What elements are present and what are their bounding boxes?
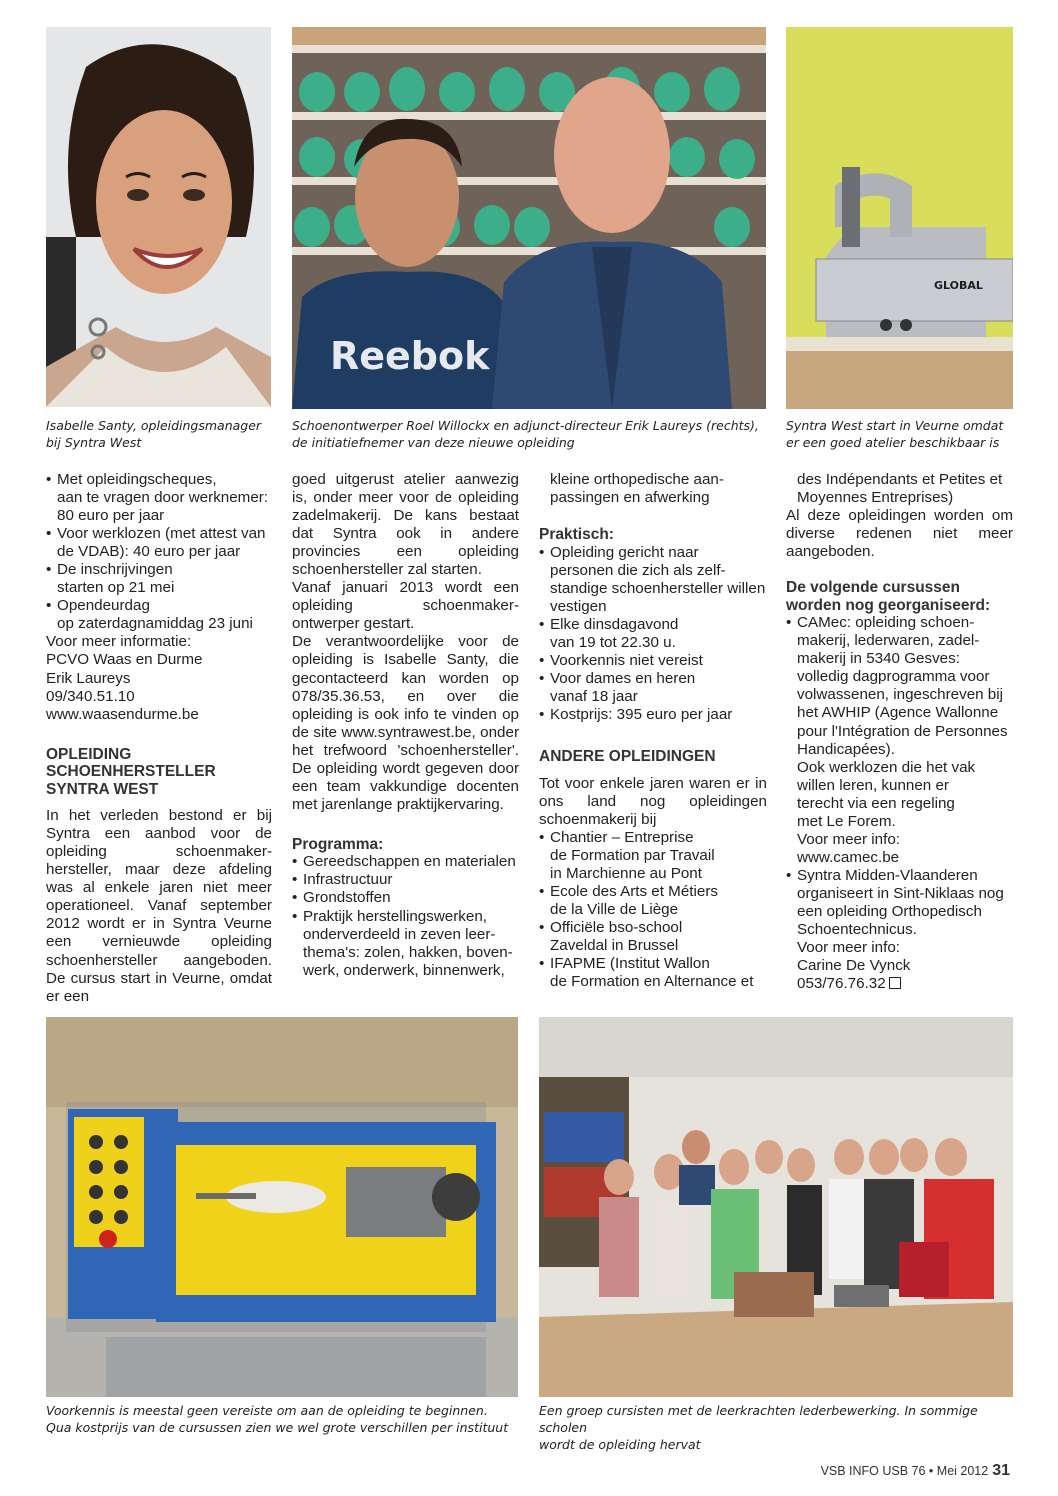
caption-photo-4 (46, 1402, 526, 1436)
section-heading: SCHOENHERSTELLER (46, 763, 216, 781)
photo-two-men-shoe-lasts (292, 27, 766, 409)
section-heading: worden nog georganiseerd: (786, 596, 991, 614)
page-footer (821, 1462, 1010, 1480)
bullet-continuation: www.camec.be (797, 848, 900, 866)
bullet-continuation: in Marchienne au Pont (550, 864, 702, 882)
sewing-machine-illustration (786, 27, 1013, 409)
bullet-continuation: Carine De Vynck (797, 957, 911, 975)
bullet-item: • Syntra Midden-Vlaanderen (786, 867, 1013, 885)
bullet-continuation: Voor meer info: (797, 939, 900, 957)
publication-info: VSB INFO USB 76 • Mei 2012 (820, 1464, 989, 1478)
caption-line: Een groep cursisten met de leerkrachten lederbewerking. In sommige scholen (539, 1403, 978, 1435)
bullet-continuation: aan te vragen door werknemer: (57, 489, 269, 507)
bullet-item: • Grondstoffen (292, 889, 519, 907)
bullet-item: • Infrastructuur (292, 871, 519, 889)
group-illustration (539, 1017, 1013, 1397)
bullet-continuation: Voor meer info: (797, 830, 900, 848)
bullet-item: • Voor dames en heren (539, 670, 767, 688)
lathe-illustration (46, 1017, 518, 1397)
caption-photo-5 (539, 1402, 1019, 1453)
bullet-continuation: onderverdeeld in zeven leer- (303, 925, 496, 943)
bullet-item: • Opleiding gericht naar (539, 544, 767, 562)
photo-isabelle-santy (46, 27, 271, 407)
bullet-continuation: terecht via een regeling (797, 794, 955, 812)
bullet-item: • Elke dinsdagavond (539, 616, 767, 634)
bullet-item: • CAMec: opleiding schoen- (786, 614, 1013, 632)
article-column-2 (292, 471, 519, 980)
caption-line: wordt de opleiding hervat (539, 1437, 701, 1452)
bullet-continuation: de VDAB): 40 euro per jaar (57, 543, 241, 561)
photo-group-students (539, 1017, 1013, 1397)
body-paragraph: Tot voor enkele jaren waren er in ons land nog opleidingen schoenmakerij bij (539, 774, 767, 828)
caption-line: Voorkennis is meestal geen vereiste om aan de opleiding te beginnen. (46, 1403, 488, 1418)
photo-lathe-machine (46, 1017, 518, 1397)
caption-photo-3: Syntra West start in Veurne omdat er een goed atelier beschikbaar is (786, 418, 1004, 450)
section-heading: ANDERE OPLEIDINGEN (539, 748, 716, 766)
body-paragraph: De verantwoordelijke voor de opleiding is Isabelle Santy, die gecontacteerd kan worden op 078/35.36.53, en over die opleiding is ook info te vinden op de site www.syntrawest.be, onder het trefwoord 'schoenhersteller'. De opleiding wordt gegeven door een team vakkundige docenten met jarenlange praktijkervaring. (292, 633, 519, 813)
bullet-continuation: Handicapées). (797, 740, 895, 758)
bullet-continuation: kleine orthopedische aan- (550, 471, 724, 488)
bullet-continuation: van 19 tot 22.30 u. (550, 633, 676, 651)
section-heading: Praktisch: (539, 526, 614, 544)
bullet-item: • Met opleidingscheques, (46, 471, 272, 489)
bullet-continuation: makerij in 5340 Gesves: (797, 650, 960, 668)
bullet-continuation: pour l'Intégration de Personnes (797, 722, 1008, 740)
machine-brand-text: GLOBAL (934, 279, 983, 292)
caption-photo-1: Isabelle Santy, opleidingsmanager bij Syntra West (46, 418, 262, 450)
bullet-continuation: het AWHIP (Agence Wallonne (797, 704, 999, 722)
bullet-item: • Voor werklozen (met attest van (46, 525, 272, 543)
bullet-item: • Gereedschappen en materialen (292, 853, 519, 871)
bullet-continuation: des Indépendants et Petites et (797, 471, 1003, 488)
bullet-continuation: de la Ville de Liège (550, 900, 679, 918)
bullet-continuation: 053/76.76.32 (786, 975, 1013, 993)
bullet-continuation: volwassenen, ingeschreven bij (797, 686, 1003, 704)
bullet-continuation: makerij, lederwaren, zadel- (797, 632, 980, 650)
bullet-item: • De inschrijvingen (46, 561, 272, 579)
bullet-item: • Chantier – Entreprise (539, 829, 767, 847)
article-column-1 (46, 471, 272, 1006)
caption-photo-2: Schoenontwerper Roel Willockx en adjunct-directeur Erik Laureys (rechts), de initiatiefnemer van deze nieuwe opleiding (292, 418, 759, 450)
bullet-continuation: Ook werklozen die het vak (797, 758, 976, 776)
bullet-continuation: organiseert in Sint-Niklaas nog (797, 884, 1004, 902)
section-heading: Programma: (292, 835, 384, 853)
bullet-item: • Officiële bso-school (539, 919, 767, 937)
bullet-continuation: Zaveldal in Brussel (550, 936, 679, 954)
bullet-continuation: starten op 21 mei (57, 579, 175, 597)
bullet-continuation: personen die zich als zelf- (550, 561, 726, 579)
info-line: Voor meer informatie: (46, 633, 192, 651)
bullet-continuation: de Formation par Travail (550, 846, 715, 864)
bullet-item: • Praktijk herstellingswerken, (292, 908, 519, 926)
shoe-lasts-illustration (292, 27, 766, 409)
bullet-continuation: thema's: zolen, hakken, boven- (303, 943, 513, 961)
section-heading: OPLEIDING (46, 745, 132, 763)
body-paragraph: Vanaf januari 2013 wordt een opleiding schoenmaker-ontwerper gestart. (292, 579, 519, 633)
shirt-logo-text: Reebok (330, 334, 490, 378)
bullet-continuation: op zaterdagnamiddag 23 juni (57, 615, 253, 633)
bullet-item: • Voorkennis niet vereist (539, 652, 767, 670)
end-of-article-box-icon (889, 977, 901, 989)
bullet-item: • Kostprijs: 395 euro per jaar (539, 706, 767, 724)
bullet-continuation: volledig dagprogramma voor (797, 668, 990, 686)
bullet-continuation: de Formation en Alternance et (550, 973, 754, 991)
section-heading: SYNTRA WEST (46, 780, 159, 798)
bullet-continuation: met Le Forem. (797, 812, 896, 830)
info-line: Erik Laureys (46, 669, 131, 687)
bullet-continuation: 80 euro per jaar (57, 507, 165, 525)
bullet-continuation: passingen en afwerking (550, 489, 710, 507)
section-heading: De volgende cursussen (786, 579, 961, 597)
caption-line: Qua kostprijs van de cursussen zien we wel grote verschillen per instituut (46, 1420, 509, 1435)
bullet-item: • Opendeurdag (46, 597, 272, 615)
bullet-continuation: vanaf 18 jaar (550, 687, 638, 705)
photo-sewing-machine (786, 27, 1013, 409)
bullet-continuation: standige schoenhersteller willen (550, 579, 766, 597)
article-column-3 (539, 471, 767, 991)
info-line: PCVO Waas en Durme (46, 651, 203, 669)
body-paragraph: goed uitgerust atelier aanwezig is, onder meer voor de opleiding zadelmakerij. De kans bestaat dat Syntra ook in andere provincies een opleiding schoenhersteller zal starten. (292, 471, 519, 579)
bullet-item: • IFAPME (Institut Wallon (539, 955, 767, 973)
bullet-continuation: vestigen (550, 597, 607, 615)
bullet-continuation: willen leren, kunnen er (797, 776, 949, 794)
bullet-continuation: een opleiding Orthopedisch (797, 902, 982, 920)
info-phone: 09/340.51.10 (46, 687, 135, 705)
body-paragraph: In het verleden bestond er bij Syntra een aanbod voor de opleiding schoenmaker-hersteller, maar deze afdeling was al enkele jaren niet meer operationeel. Vanaf september 2012 wordt er in Syntra Veurne een vernieuwde opleiding schoenhersteller aangeboden. De cursus start in Veurne, omdat er een (46, 807, 272, 1005)
bullet-continuation: Moyennes Entreprises) (797, 489, 954, 507)
body-paragraph: Al deze opleidingen worden om diverse redenen niet meer aangeboden. (786, 507, 1013, 561)
bullet-continuation: werk, onderwerk, binnenwerk, (303, 961, 505, 979)
article-column-4 (786, 471, 1013, 993)
bullet-item: • Ecole des Arts et Métiers (539, 883, 767, 901)
portrait-illustration (46, 27, 271, 407)
page-number: 31 (992, 1462, 1010, 1479)
info-website: www.waasendurme.be (46, 705, 199, 723)
bullet-continuation: Schoentechnicus. (797, 921, 917, 939)
